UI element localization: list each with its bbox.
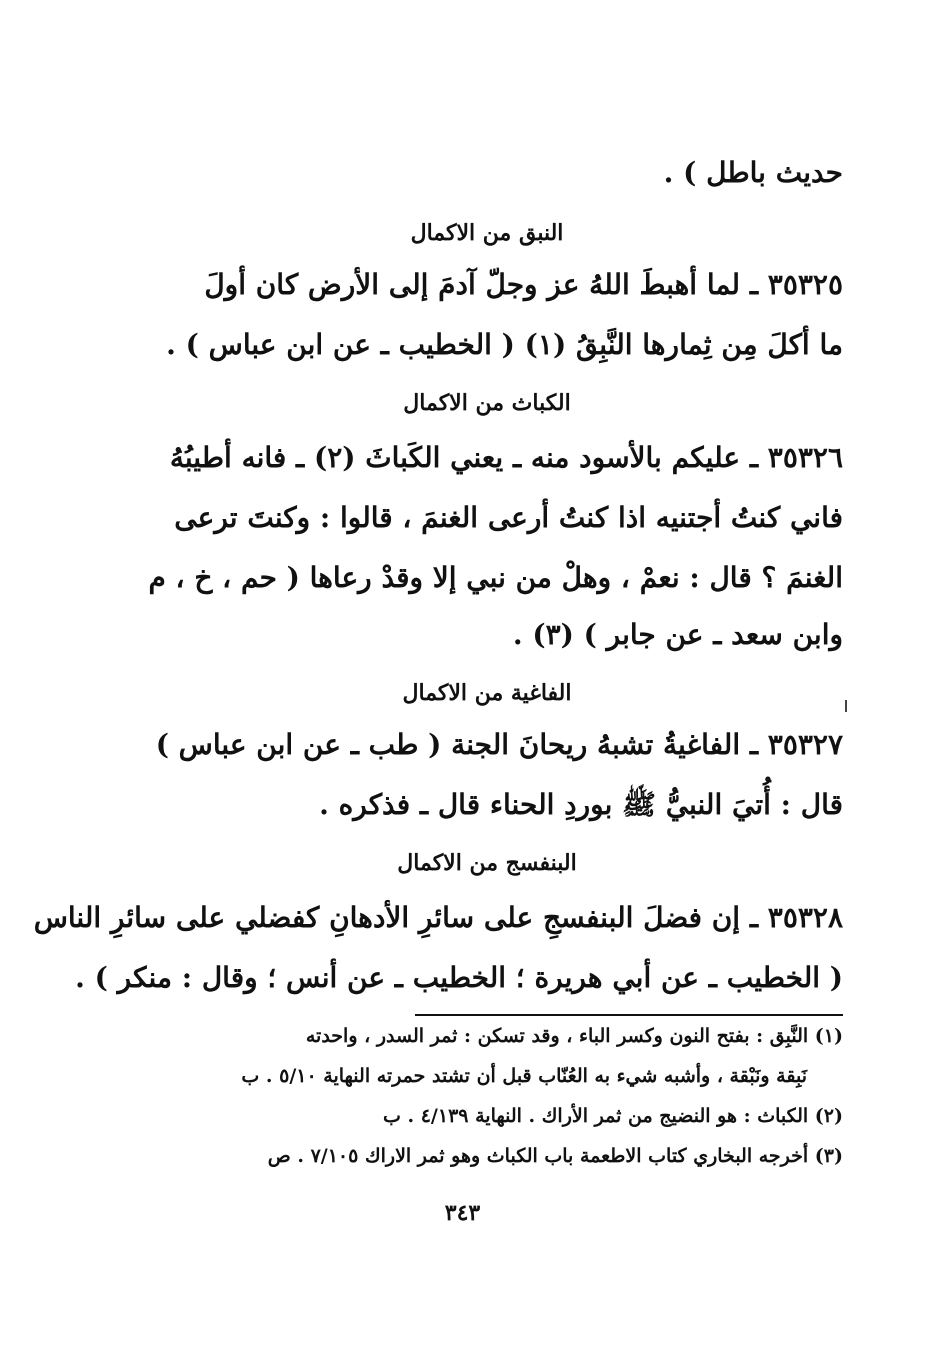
main-text (33, 0, 843, 1000)
section-heading-kabath: الكباث من الاكمال (403, 390, 571, 416)
hadith-35326-line-4: وابن سعد ـ عن جابر ) (٣) . (512, 618, 843, 651)
page-number: ٣٤٣ (444, 1200, 481, 1226)
hadith-35328-line-1: ٣٥٣٢٨ ـ إن فضلَ البنفسجِ على سائرِ الأدهانِ كفضلي على سائرِ الناس (33, 901, 843, 934)
footnote-separator (415, 1014, 843, 1016)
hadith-35327-line-1: ٣٥٣٢٧ ـ الفاغيةُ تشبهُ ريحانَ الجنة ( طب ـ عن ابن عباس ) (155, 728, 843, 761)
intro-line: حديث باطل ) . (663, 156, 843, 189)
section-heading-banafsaj: البنفسج من الاكمال (397, 850, 577, 876)
hadith-35327-line-2: قال : أُتيَ النبيُّ ﷺ بوردِ الحناء قال ـ فذكره . (319, 788, 843, 821)
hadith-35328-line-2: ( الخطيب ـ عن أبي هريرة ؛ الخطيب ـ عن أنس ؛ وقال : منكر ) . (75, 961, 843, 994)
section-heading-nabq: النبق من الاكمال (410, 220, 564, 246)
margin-mark (845, 700, 847, 712)
hadith-35326-line-1: ٣٥٣٢٦ ـ عليكم بالأسود منه ـ يعني الكَباثَ (٢) ـ فانه أطيبُهُ (169, 441, 843, 474)
hadith-35326-line-3: الغنمَ ؟ قال : نعمْ ، وهلْ من نبي إلا وقدْ رعاها ( حم ، خ ، م (148, 561, 843, 594)
hadith-35325-line-2: ما أكلَ مِن ثِمارها النَّبِقُ (١) ( الخطيب ـ عن ابن عباس ) . (166, 328, 843, 361)
section-heading-faghiya: الفاغية من الاكمال (402, 680, 572, 706)
footnote-1: (١) النَّبِق : بفتح النون وكسر الباء ، وقد تسكن : ثمر السدر ، واحدته (305, 1025, 843, 1047)
hadith-35325-line-1: ٣٥٣٢٥ ـ لما أهبطَ اللهُ عز وجلّ آدمَ إلى الأرض كان أولَ (204, 268, 843, 301)
footnote-1-continuation: نَبِقة ونَبْقة ، وأشبه شيء به العُنّاب قبل أن تشتد حمرته النهاية ٥/١٠ . ب (241, 1065, 807, 1087)
hadith-35326-line-2: فاني كنتُ أجتنيه اذا كنتُ أرعى الغنمَ ، قالوا : وكنتَ ترعى (174, 501, 843, 534)
footnote-3: (٣) أخرجه البخاري كتاب الاطعمة باب الكباث وهو ثمر الاراك ٧/١٠٥ . ص (267, 1145, 843, 1167)
footnote-2: (٢) الكباث : هو النضيج من ثمر الأراك . النهاية ٤/١٣٩ . ب (382, 1105, 843, 1127)
